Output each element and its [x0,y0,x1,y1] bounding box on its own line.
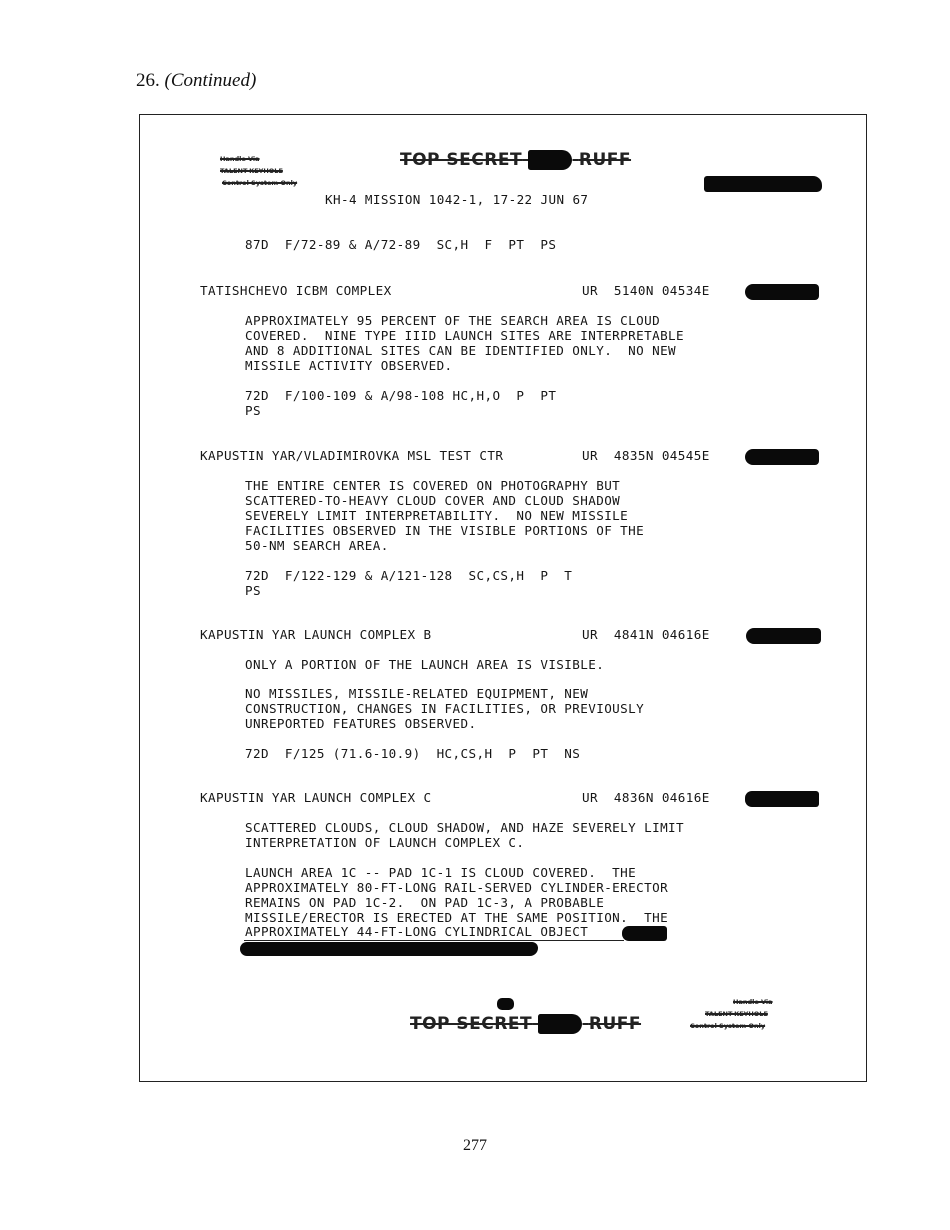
control-marking-talent: TALENT-KEYHOLE [220,167,283,175]
heading-note: (Continued) [164,70,257,91]
text-line: ONLY A PORTION OF THE LAUNCH AREA IS VISIBLE. [245,657,605,672]
underline-rule [244,940,624,941]
imagery-reference: 72D F/122-129 & A/121-128 SC,CS,H P T [245,568,573,583]
text-line: SCATTERED CLOUDS, CLOUD SHADOW, AND HAZE SEVERELY LIMIT [245,820,685,835]
heading-number: 26. [136,70,160,91]
text-line: APPROXIMATELY 44-FT-LONG CYLINDRICAL OBJECT [245,924,589,939]
site-name: KAPUSTIN YAR LAUNCH COMPLEX B [200,627,432,642]
control-marking-talent: TALENT-KEYHOLE [705,1010,768,1018]
classification-top [400,150,631,170]
classification-bottom-suffix: RUFF [588,1014,642,1034]
page-number: 277 [463,1137,487,1154]
classification-bottom [410,1014,641,1034]
redaction-block [528,150,572,170]
site-coordinates: UR 4835N 04545E [582,448,710,463]
imagery-reference: 72D F/100-109 & A/98-108 HC,H,O P PT [245,388,557,403]
text-line: SCATTERED-TO-HEAVY CLOUD COVER AND CLOUD SHADOW [245,493,621,508]
redaction-block [746,628,821,644]
control-marking-system: Control System Only [222,179,298,187]
redaction-block [745,284,819,300]
text-line: REMAINS ON PAD 1C-2. ON PAD 1C-3, A PROBABLE [245,895,605,910]
site-name: KAPUSTIN YAR LAUNCH COMPLEX C [200,790,432,805]
site-coordinates: UR 4836N 04616E [582,790,710,805]
imagery-reference: PS [245,583,261,598]
site-coordinates: UR 5140N 04534E [582,283,710,298]
text-line: UNREPORTED FEATURES OBSERVED. [245,716,477,731]
site-name: KAPUSTIN YAR/VLADIMIROVKA MSL TEST CTR [200,448,504,463]
text-line: INTERPRETATION OF LAUNCH COMPLEX C. [245,835,525,850]
classification-top-label: TOP SECRET [400,150,523,170]
redaction-block [704,176,822,192]
text-line: 50-NM SEARCH AREA. [245,538,389,553]
text-line: COVERED. NINE TYPE IIID LAUNCH SITES ARE INTERPRETABLE [245,328,685,343]
mission-line: KH-4 MISSION 1042-1, 17-22 JUN 67 [325,192,589,207]
site-name: TATISHCHEVO ICBM COMPLEX [200,283,392,298]
text-line: SEVERELY LIMIT INTERPRETABILITY. NO NEW MISSILE [245,508,629,523]
redaction-block [745,791,819,807]
redaction-block [538,1014,582,1034]
imagery-reference: 72D F/125 (71.6-10.9) HC,CS,H P PT NS [245,746,581,761]
classification-top-suffix: RUFF [578,150,632,170]
text-line: LAUNCH AREA 1C -- PAD 1C-1 IS CLOUD COVERED. THE [245,865,637,880]
text-line: FACILITIES OBSERVED IN THE VISIBLE PORTIONS OF THE [245,523,645,538]
text-line: MISSILE/ERECTOR IS ERECTED AT THE SAME POSITION. THE [245,910,669,925]
text-line: MISSILE ACTIVITY OBSERVED. [245,358,453,373]
text-line: APPROXIMATELY 80-FT-LONG RAIL-SERVED CYLINDER-ERECTOR [245,880,669,895]
site-coordinates: UR 4841N 04616E [582,627,710,642]
control-marking-system: Control System Only [690,1022,766,1030]
text-line: NO MISSILES, MISSILE-RELATED EQUIPMENT, NEW [245,686,589,701]
control-marking-handle: Handle Via [220,155,260,163]
redaction-block [622,926,667,941]
text-line: CONSTRUCTION, CHANGES IN FACILITIES, OR PREVIOUSLY [245,701,645,716]
text-line: AND 8 ADDITIONAL SITES CAN BE IDENTIFIED ONLY. NO NEW [245,343,677,358]
classification-bottom-label: TOP SECRET [410,1014,533,1034]
redaction-block [745,449,819,465]
page-heading [136,70,256,92]
text-line: APPROXIMATELY 95 PERCENT OF THE SEARCH AREA IS CLOUD [245,313,661,328]
control-marking-handle: Handle Via [733,998,773,1006]
imagery-reference: PS [245,403,261,418]
text-line: THE ENTIRE CENTER IS COVERED ON PHOTOGRAPHY BUT [245,478,621,493]
redaction-block [240,942,538,956]
redaction-block [497,998,514,1010]
intro-reference: 87D F/72-89 & A/72-89 SC,H F PT PS [245,237,557,252]
